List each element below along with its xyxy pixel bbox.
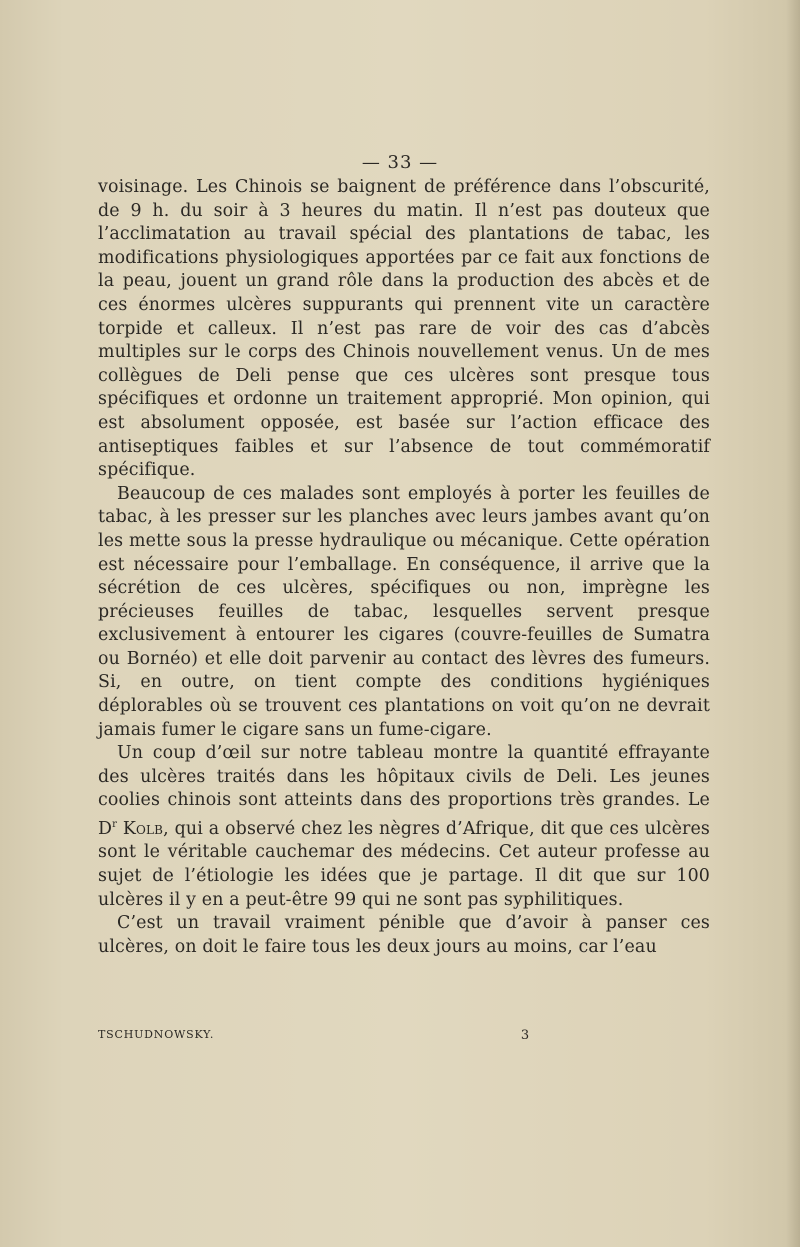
paragraph-4: C’est un travail vraiment pénible que d’avoir à panser ces ulcères, on doit le faire tous les deux jours au moins, car l’eau — [98, 913, 710, 957]
page-number: — 33 — — [361, 152, 439, 173]
paragraph-3-text-after: , qui a observé chez les nègres d’Afrique, dit que ces ulcères sont le véritable cauchemar des médecins. Cet auteur professe au sujet de l’étiologie les idées que je partage. Il dit que sur 100 ulcères il y en a peut-être 99 qui ne sont pas syphilitiques. — [98, 818, 711, 910]
paragraph-3 — [98, 742, 710, 912]
doctor-superscript: r — [112, 819, 118, 831]
page-footer — [98, 1028, 710, 1043]
paragraph-3-text-before: Un coup d’œil sur notre tableau montre la quantité effrayante des ulcères traités dans les hôpitaux civils de Deli. Les jeunes coolies chinois sont atteints dans des proportions très grandes. Le D — [98, 743, 710, 839]
footer-author: TSCHUDNOWSKY. — [98, 1028, 215, 1041]
footer-signature: 3 — [520, 1028, 530, 1043]
paragraph-1: voisinage. Les Chinois se baignent de préférence dans l’obscurité, de 9 h. du soir à 3 heures du matin. Il n’est pas douteux que l’acclimatation au travail spécial des plantations de tabac, les modifications physiologiques apportées par ce fait aux fonctions de la peau, jouent un grand rôle dans la production des abcès et de ces énormes ulcères suppurants qui prennent vite un caractère torpide et calleux. Il n’est pas rare de voir des cas d’abcès multiples sur le corps des Chinois nouvellement venus. Un de mes collègues de Deli pense que ces ulcères sont presque tous spécifiques et ordonne un traitement approprié. Mon opinion, qui est absolument opposée, est basée sur l’action efficace des antiseptiques faibles et sur l’absence de tout commémoratif spécifique. — [98, 177, 710, 481]
author-name-kolb: Kolb — [122, 818, 164, 839]
body-text — [98, 176, 710, 959]
page-edge-shadow — [786, 0, 800, 1247]
paragraph-2: Beaucoup de ces malades sont employés à porter les feuilles de tabac, à les presser sur les planches avec leurs jambes avant qu’on les mette sous la presse hydraulique ou mécanique. Cette opération est nécessaire pour l’emballage. En conséquence, il arrive que la sécrétion de ces ulcères, spécifiques ou non, imprègne les précieuses feuilles de tabac, lesquelles servent presque exclusivement à entourer les cigares (couvre-feuilles de Sumatra ou Bornéo) et elle doit parvenir au contact des lèvres des fumeurs. Si, en outre, on tient compte des conditions hygiéniques déplorables où se trouvent ces plantations on voit qu’on ne devrait jamais fumer le cigare sans un fume-cigare. — [98, 483, 710, 740]
